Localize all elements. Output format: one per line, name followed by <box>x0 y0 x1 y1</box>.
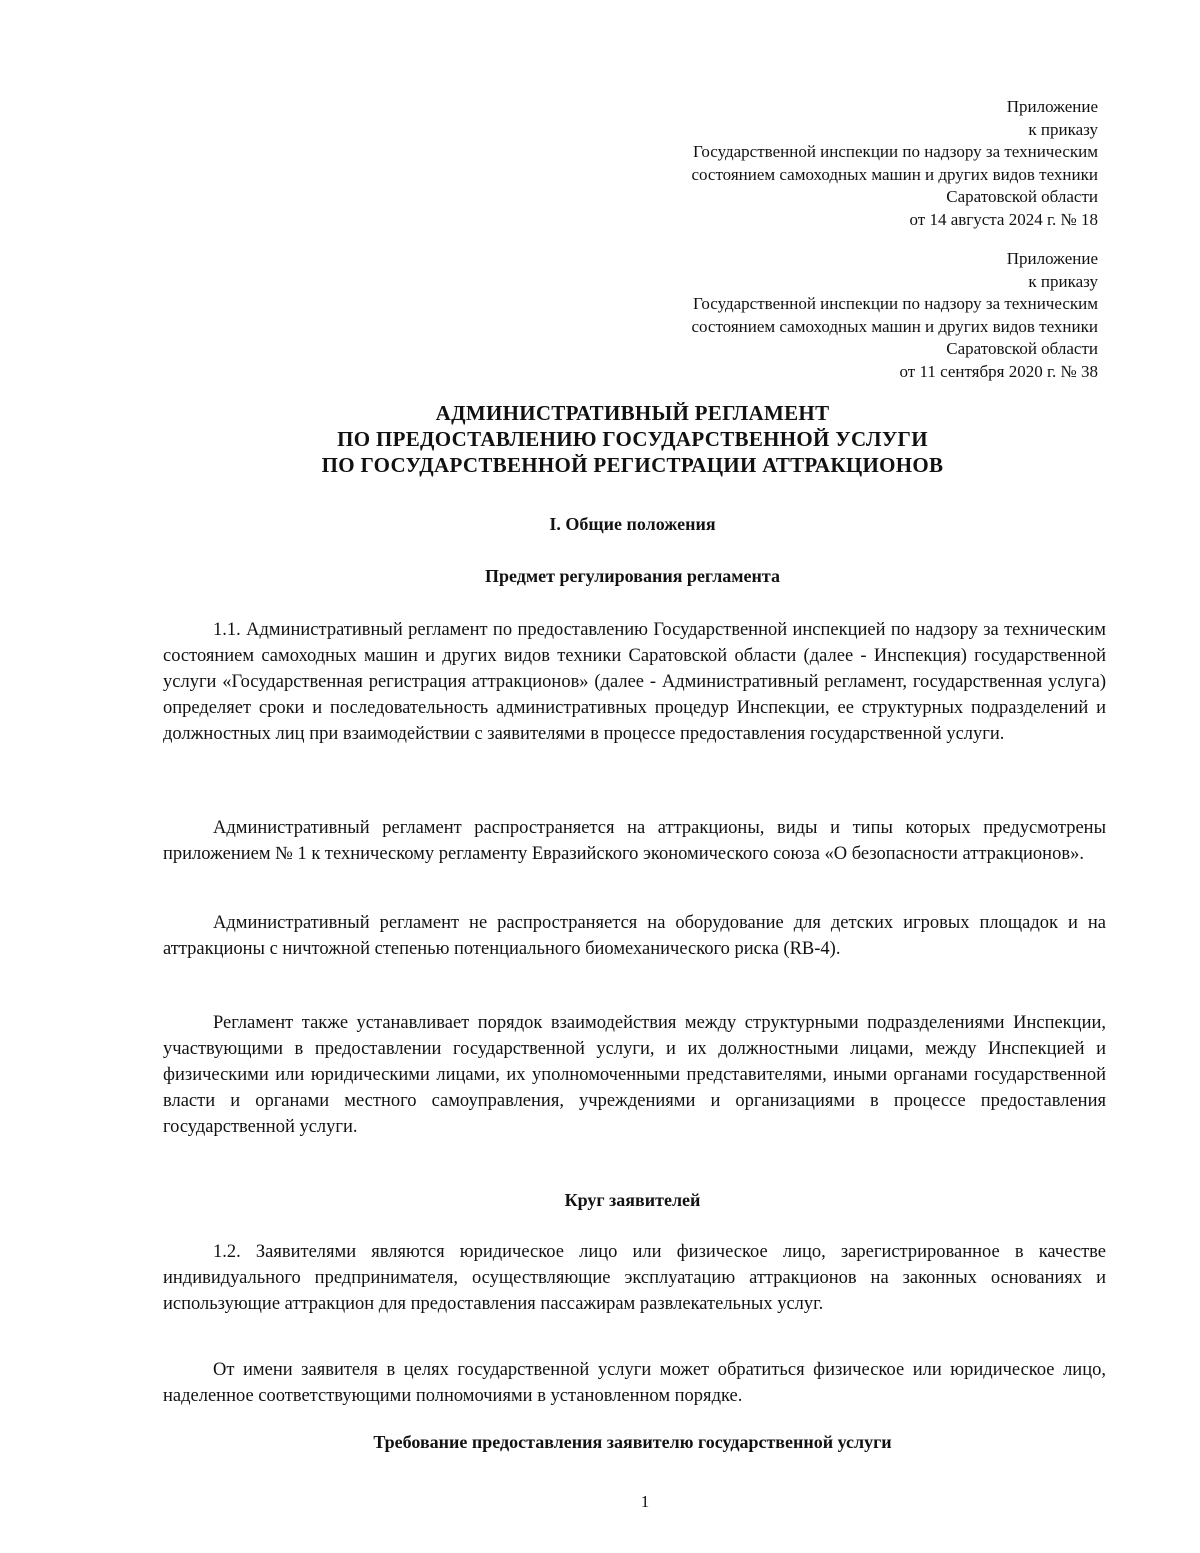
paragraph: 1.1. Административный регламент по предоставлению Государственной инспекцией по надзору за техническим состоянием самоходных машин и других видов техники Саратовской области (далее - Инспекция) государственной услуги «Государственная регистрация аттракционов» (далее - Административный регламент, государственная услуга) определяет сроки и последовательность административных процедур Инспекции, ее структурных подразделений и должностных лиц при взаимодействии с заявителями в процессе предоставления государственной услуги. <box>163 620 1106 744</box>
appendix-line: от 14 августа 2024 г. № 18 <box>909 209 1098 229</box>
document-title <box>160 400 1105 478</box>
appendix-line: Государственной инспекции по надзору за техническим <box>692 294 1098 313</box>
appendix-line: Саратовской области <box>946 339 1098 358</box>
appendix-line: Приложение <box>1006 97 1098 116</box>
appendix-line: от 11 сентября 2020 г. № 38 <box>899 361 1098 381</box>
requirement-heading: Требование предоставления заявителю государственной услуги <box>373 1432 892 1452</box>
page-number: 1 <box>640 1492 650 1511</box>
appendix-line: Государственной инспекции по надзору за техническим <box>692 142 1098 161</box>
paragraph: Административный регламент не распространяется на оборудование для детских игровых площадок и на аттракционы с ничтожной степенью потенциального биомеханического риска (RB-4). <box>163 913 1106 959</box>
appendix-line: к приказу <box>1028 119 1098 139</box>
appendix-line: Приложение <box>1006 249 1098 268</box>
section-heading: I. Общие положения <box>549 514 716 534</box>
appendix-line: к приказу <box>1028 271 1098 291</box>
paragraph: Административный регламент распространяется на аттракционы, виды и типы которых предусмотрены приложением № 1 к техническому регламенту Евразийского экономического союза «О безопасности аттракционов». <box>163 818 1106 864</box>
appendix-header-current <box>538 96 1098 231</box>
title-line: ПО ГОСУДАРСТВЕННОЙ РЕГИСТРАЦИИ АТТРАКЦИОНОВ <box>321 453 944 477</box>
paragraph: От имени заявителя в целях государственной услуги может обратиться физическое или юридическое лицо, наделенное соответствующими полномочиями в установленном порядке. <box>163 1360 1106 1406</box>
appendix-line: Саратовской области <box>946 187 1098 206</box>
applicants-heading: Круг заявителей <box>564 1190 701 1210</box>
subject-heading: Предмет регулирования регламента <box>485 566 780 586</box>
title-line: ПО ПРЕДОСТАВЛЕНИЮ ГОСУДАРСТВЕННОЙ УСЛУГИ <box>337 427 928 451</box>
paragraph: Регламент также устанавливает порядок взаимодействия между структурными подразделениями Инспекции, участвующими в предоставлении государственной услуги, и их должностными лицами, между Инспекцией и физическими или юридическими лицами, их уполномоченными представителями, иными органами государственной власти и органами местного самоуправления, учреждениями и организациями в процессе предоставления государственной услуги. <box>163 1013 1106 1137</box>
appendix-line: состоянием самоходных машин и других видов техники <box>691 316 1098 336</box>
title-line: АДМИНИСТРАТИВНЫЙ РЕГЛАМЕНТ <box>435 401 830 425</box>
appendix-header-original <box>538 248 1098 383</box>
appendix-line: состоянием самоходных машин и других видов техники <box>691 164 1098 184</box>
paragraph: 1.2. Заявителями являются юридическое лицо или физическое лицо, зарегистрированное в качестве индивидуального предпринимателя, осуществляющие эксплуатацию аттракционов на законных основаниях и использующие аттракцион для предоставления пассажирам развлекательных услуг. <box>163 1242 1106 1314</box>
